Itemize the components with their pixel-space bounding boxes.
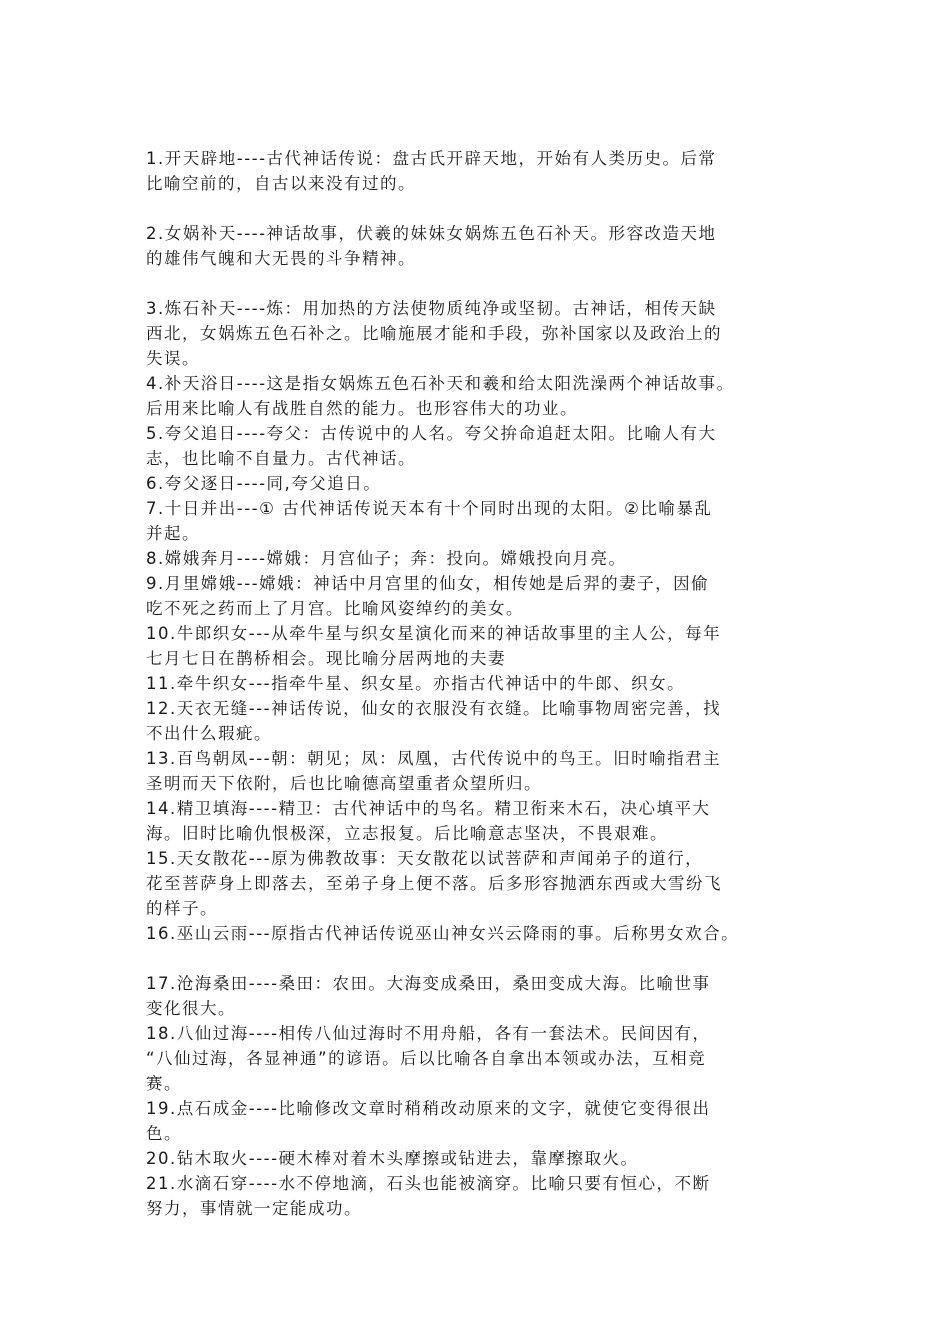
idiom-entry: 17.沧海桑田----桑田：农田。大海变成桑田，桑田变成大海。比喻世事 变化很大。 bbox=[146, 974, 711, 1018]
idiom-entry: 6.夸父逐日----同,夸父追日。 bbox=[146, 474, 382, 493]
idiom-entry: 12.天衣无缝---神话传说，仙女的衣服没有衣缝。比喻事物周密完善，找 不出什么瑕疵。 bbox=[146, 699, 722, 743]
idiom-entry: 18.八仙过海----相传八仙过海时不用舟船，各有一套法术。民间因有， “八仙过海，各显神通”的谚语。后以比喻各自拿出本领或办法，互相竞 赛。 bbox=[146, 1024, 711, 1093]
idiom-entry: 1.开天辟地----古代神话传说：盘古氏开辟天地，开始有人类历史。后常 比喻空前的，自古以来没有过的。 bbox=[146, 149, 717, 193]
idiom-entry: 11.牵牛织女---指牵牛星、织女星。亦指古代神话中的牛郎、织女。 bbox=[146, 674, 686, 693]
idiom-entry: 14.精卫填海----精卫：古代神话中的鸟名。精卫衔来木石，决心填平大 海。旧时比喻仇恨极深，立志报复。后比喻意志坚决，不畏艰难。 bbox=[146, 799, 711, 843]
idiom-entry: 16.巫山云雨---原指古代神话传说巫山神女兴云降雨的事。后称男女欢合。 bbox=[146, 924, 740, 943]
idiom-entry: 9.月里嫦娥---嫦娥：神话中月宫里的仙女，相传她是后羿的妻子，因偷 吃不死之药而上了月宫。比喻风姿绰约的美女。 bbox=[146, 574, 710, 618]
idiom-entry: 2.女娲补天----神话故事，伏羲的妹妹女娲炼五色石补天。形容改造天地 的雄伟气魄和大无畏的斗争精神。 bbox=[146, 224, 717, 268]
idiom-entry: 3.炼石补天----炼：用加热的方法使物质纯净或坚韧。古神话，相传天缺 西北，女娲炼五色石补之。比喻施展才能和手段，弥补国家以及政治上的 失误。 bbox=[146, 299, 722, 368]
idiom-entry: 19.点石成金----比喻修改文章时稍稍改动原来的文字，就使它变得很出 色。 bbox=[146, 1099, 711, 1143]
idiom-entry: 8.嫦娥奔月----嫦娥：月宫仙子；奔：投向。嫦娥投向月亮。 bbox=[146, 549, 627, 568]
idiom-entry: 7.十日并出---① 古代神话传说天本有十个同时出现的太阳。②比喻暴乱 并起。 bbox=[146, 499, 713, 543]
idiom-entry: 20.钻木取火----硬木棒对着木头摩擦或钻进去，靠摩擦取火。 bbox=[146, 1149, 639, 1168]
idiom-entry: 4.补天浴日----这是指女娲炼五色石补天和羲和给太阳洗澡两个神话故事。 后用来比喻人有战胜自然的能力。也形容伟大的功业。 bbox=[146, 374, 735, 418]
document-page bbox=[146, 146, 826, 1221]
idiom-entry: 13.百鸟朝凤---朝：朝见；凤：凤凰，古代传说中的鸟王。旧时喻指君主 圣明而天下依附，后也比喻德高望重者众望所归。 bbox=[146, 749, 722, 793]
idiom-entry: 15.天女散花---原为佛教故事：天女散花以试菩萨和声闻弟子的道行， 花至菩萨身上即落去，至弟子身上便不落。后多形容抛洒东西或大雪纷飞 的样子。 bbox=[146, 849, 722, 918]
idiom-entry: 10.牛郎织女---从牵牛星与织女星演化而来的神话故事里的主人公，每年 七月七日在鹊桥相会。现比喻分居两地的夫妻 bbox=[146, 624, 722, 668]
idiom-entry: 5.夸父追日----夸父：古传说中的人名。夸父拚命追赶太阳。比喻人有大 志，也比喻不自量力。古代神话。 bbox=[146, 424, 717, 468]
idiom-entry: 21.水滴石穿----水不停地滴，石头也能被滴穿。比喻只要有恒心，不断 努力，事情就一定能成功。 bbox=[146, 1174, 711, 1218]
